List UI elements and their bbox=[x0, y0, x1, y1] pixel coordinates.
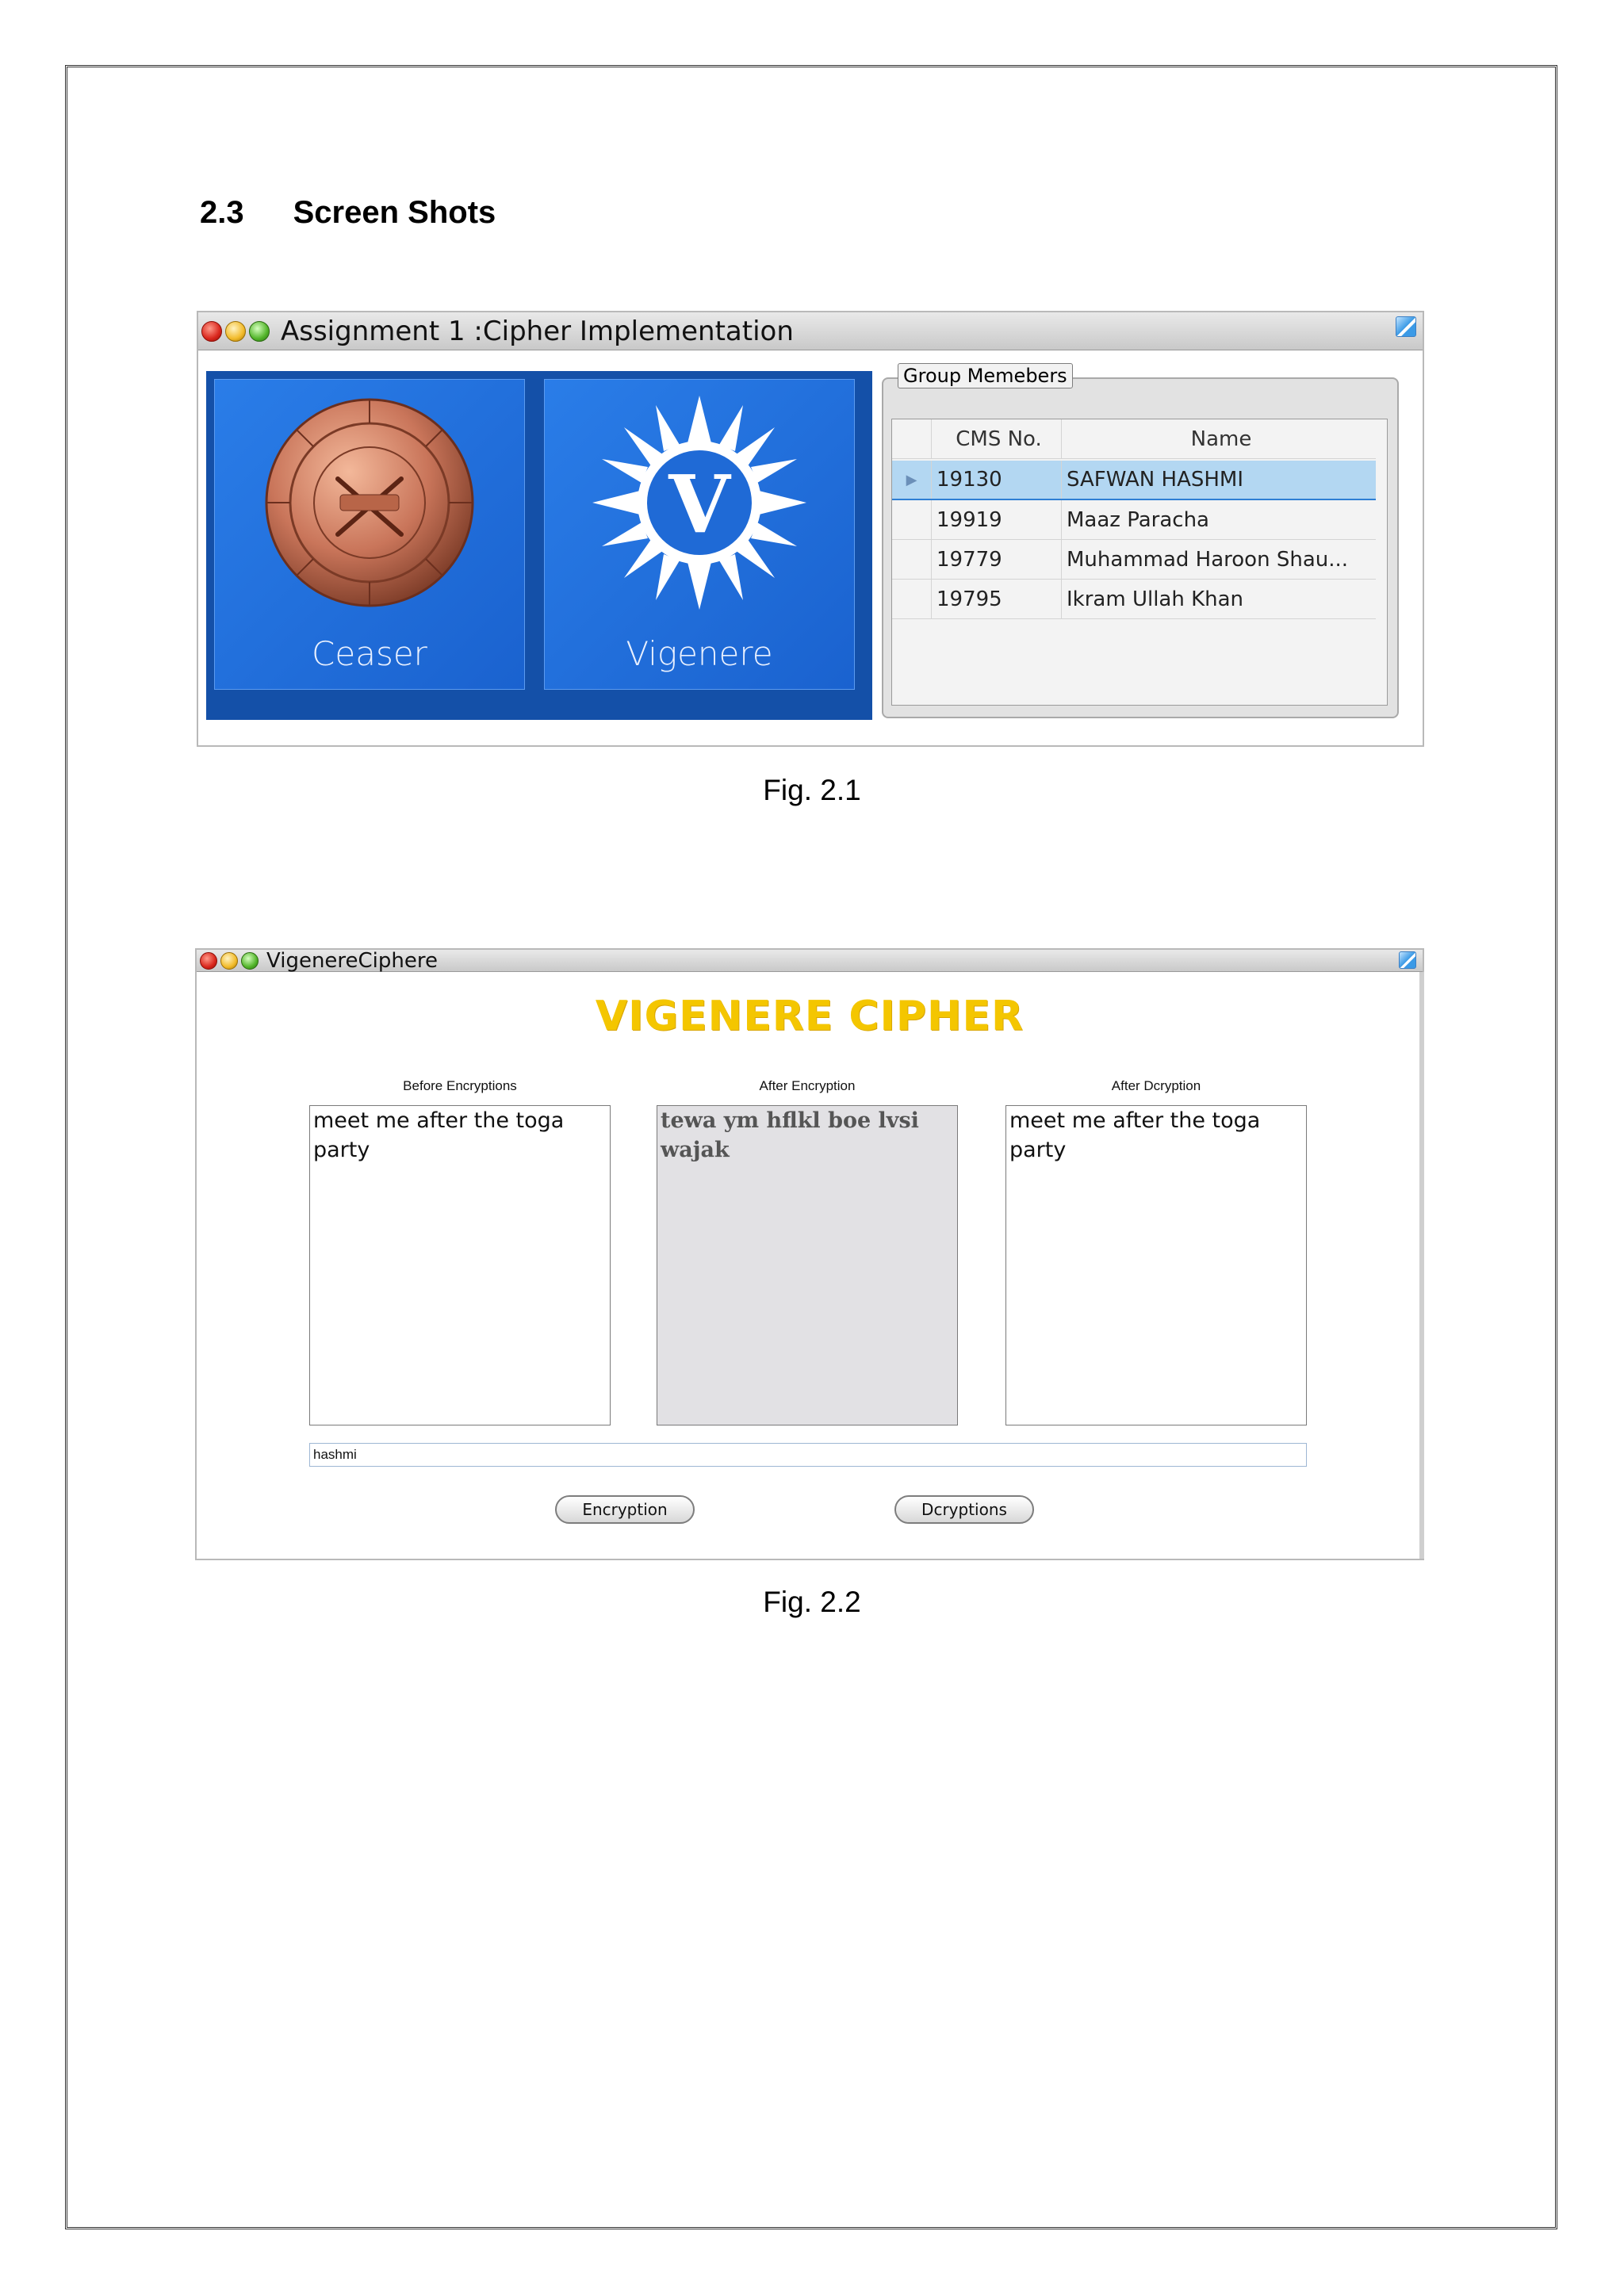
column-header-name[interactable]: Name bbox=[1190, 427, 1252, 451]
decryption-button[interactable]: Dcryptions bbox=[894, 1495, 1034, 1524]
cipher-heading: VIGENERE CIPHER bbox=[595, 993, 1025, 1040]
vigenere-icon-letter: V bbox=[668, 457, 730, 551]
key-input[interactable]: hashmi bbox=[309, 1443, 1307, 1467]
vigenere-sun-icon bbox=[592, 396, 806, 610]
figure-caption: Fig. 2.1 bbox=[763, 774, 861, 806]
table-row[interactable] bbox=[892, 580, 1376, 619]
name-cell: Muhammad Haroon Shau... bbox=[1067, 547, 1349, 572]
name-cell: Maaz Paracha bbox=[1067, 507, 1209, 532]
vigenere-tile[interactable] bbox=[544, 379, 855, 690]
ciphertext-textarea: tewa ym hflkl boe lvsi wajak bbox=[657, 1105, 958, 1425]
encryption-button[interactable]: Encryption bbox=[555, 1495, 695, 1524]
window-titlebar[interactable] bbox=[197, 950, 1423, 972]
cms-cell: 19795 bbox=[932, 580, 1062, 618]
close-window-icon[interactable] bbox=[201, 321, 222, 342]
section-title: Screen Shots bbox=[293, 195, 496, 230]
cipher-tile-area bbox=[206, 371, 872, 720]
cipher-main-window bbox=[197, 311, 1424, 747]
plaintext-textarea[interactable]: meet me after the toga party bbox=[309, 1105, 611, 1425]
window-title: Assignment 1 :Cipher Implementation bbox=[281, 315, 794, 347]
cms-cell: 19919 bbox=[932, 500, 1062, 539]
row-selector-arrow-icon: ▶ bbox=[892, 461, 932, 499]
minimize-window-icon[interactable] bbox=[220, 952, 238, 970]
vigenere-cipher-window bbox=[195, 948, 1424, 1560]
close-window-icon[interactable] bbox=[200, 952, 217, 970]
ceaser-tile-label: Ceaser bbox=[312, 634, 427, 673]
maximize-window-icon[interactable] bbox=[249, 321, 270, 342]
group-members-box bbox=[882, 365, 1399, 718]
ceaser-tile[interactable] bbox=[214, 379, 525, 690]
resize-icon[interactable] bbox=[1396, 316, 1416, 337]
resize-icon[interactable] bbox=[1399, 951, 1416, 969]
table-row[interactable] bbox=[892, 500, 1376, 540]
table-header bbox=[892, 419, 1376, 459]
figure-caption: Fig. 2.2 bbox=[763, 1586, 861, 1618]
vigenere-tile-label: Vigenere bbox=[626, 634, 773, 673]
table-row[interactable] bbox=[892, 461, 1376, 500]
name-cell: Ikram Ullah Khan bbox=[1067, 587, 1244, 611]
name-cell: SAFWAN HASHMI bbox=[1067, 468, 1244, 492]
after-decryption-label: After Dcryption bbox=[1111, 1078, 1201, 1093]
before-encryption-label: Before Encryptions bbox=[403, 1078, 517, 1093]
cipher-disk-icon bbox=[262, 396, 477, 610]
table-row[interactable] bbox=[892, 540, 1376, 580]
members-table bbox=[891, 419, 1388, 706]
cms-cell: 19779 bbox=[932, 540, 1062, 579]
cms-cell: 19130 bbox=[932, 461, 1062, 499]
column-header-cms[interactable]: CMS No. bbox=[932, 419, 1062, 458]
window-title: VigenereCiphere bbox=[266, 948, 438, 973]
section-heading bbox=[200, 195, 496, 231]
window-titlebar[interactable] bbox=[198, 312, 1423, 350]
after-encryption-label: After Encryption bbox=[759, 1078, 856, 1093]
group-members-legend: Group Memebers bbox=[898, 363, 1073, 388]
decrypted-textarea[interactable]: meet me after the toga party bbox=[1005, 1105, 1307, 1425]
maximize-window-icon[interactable] bbox=[241, 952, 259, 970]
minimize-window-icon[interactable] bbox=[225, 321, 246, 342]
section-number: 2.3 bbox=[200, 195, 244, 230]
